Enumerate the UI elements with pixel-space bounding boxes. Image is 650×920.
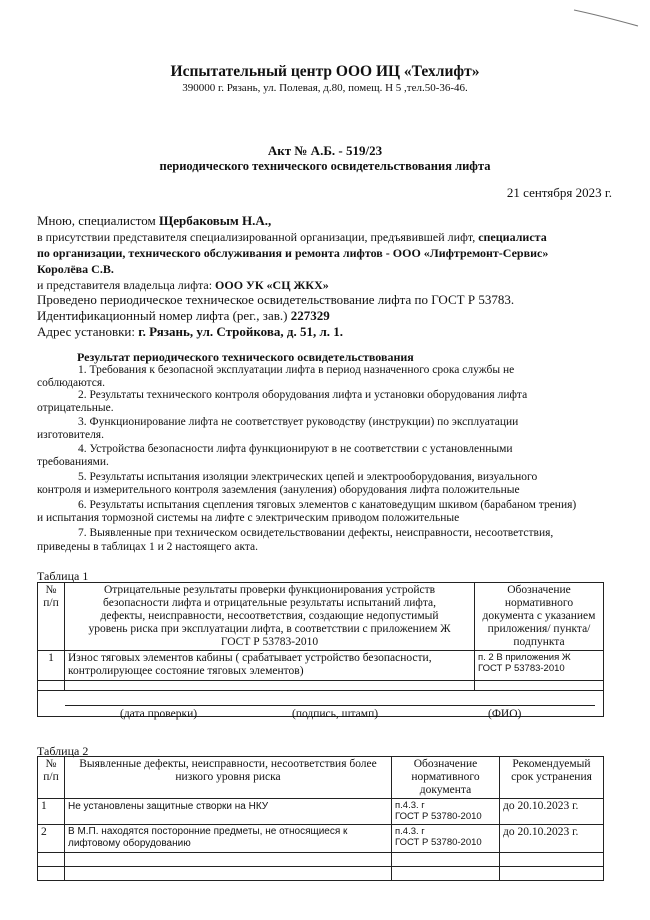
intro-presence: в присутствии представителя специализированной организации, предъявившей лифт, специалиста: [37, 230, 547, 244]
table-row: [38, 799, 604, 825]
table1-header-num: № п/п: [38, 583, 65, 651]
intro-organization: по организации, технического обслуживания и ремонта лифтов - ООО «Лифтремонт-Сервис»: [37, 246, 549, 260]
table2-cell-desc: Не установлены защитные створки на НКУ: [65, 799, 392, 825]
table1-cell-ref: п. 2 В приложения Ж ГОСТ Р 53783-2010: [475, 651, 604, 681]
act-date: 21 сентября 2023 г.: [506, 185, 612, 200]
table2-cell-desc: В М.П. находятся посторонние предметы, не относящиеся к лифтовому оборудованию: [65, 825, 392, 853]
table1-cell-num: 1: [38, 651, 65, 681]
table1-cell-desc: Износ тяговых элементов кабины ( срабатывает устройство безопасности, контролирующее состояние тяговых элементов): [65, 651, 475, 681]
table2-header-row: [38, 757, 604, 799]
table2-header-num: № п/п: [38, 757, 65, 799]
table2-header-desc: Выявленные дефекты, неисправности, несоответствия более низкого уровня риска: [65, 757, 392, 799]
results-heading: Результат периодического технического освидетельствования: [77, 350, 414, 364]
intro-examination: Проведено периодическое техническое освидетельствование лифта по ГОСТ Р 53783.: [37, 292, 515, 307]
table2: [37, 756, 604, 881]
intro-representative: Королёва С.В.: [37, 262, 114, 276]
table2-cell-num: 1: [38, 799, 65, 825]
result-line: требованиями.: [37, 456, 109, 468]
org-address: 390000 г. Рязань, ул. Полевая, д.80, помещ. Н 5 ,тел.50-36-46.: [182, 82, 468, 94]
table-row: [38, 681, 604, 691]
intro-install-address: Адрес установки: г. Рязань, ул. Стройкова, д. 51, л. 1.: [37, 324, 343, 339]
act-title: Акт № А.Б. - 519/23: [267, 143, 383, 158]
result-line: отрицательные.: [37, 402, 114, 414]
table2-caption: Таблица 2: [37, 744, 89, 758]
table1-caption: Таблица 1: [37, 569, 89, 583]
result-line: 6. Результаты испытания сцепления тяговых элементов с канатоведущим шкивом (барабаном трения): [78, 499, 577, 511]
sign-fio-label: (ФИО): [488, 708, 522, 720]
table1-header-ref: Обозначение нормативного документа с указанием приложения/ пункта/ подпункта: [475, 583, 604, 651]
table1-header-row: [38, 583, 604, 651]
result-line: 4. Устройства безопасности лифта функционируют в не соответствии с установленными: [78, 443, 513, 455]
table2-cell-num: 2: [38, 825, 65, 853]
table2-cell-ref: п.4.3. г ГОСТ Р 53780-2010: [392, 799, 500, 825]
table1-header-desc: Отрицательные результаты проверки функционирования устройств безопасности лифта и отрицательные результаты испытаний лифта, дефекты, неисправности, несоответствия, создающие недопустимый уровень риска при эксплуатации лифта, в соответствии с приложением Ж ГОСТ Р 53783-2010: [65, 583, 475, 651]
result-line: изготовителя.: [37, 429, 104, 441]
result-line: и испытания тормозной системы на лифте с электрическим приводом положительные: [37, 512, 460, 524]
act-subtitle: периодического технического освидетельствования лифта: [159, 159, 491, 173]
table-row: [38, 867, 604, 881]
result-line: 2. Результаты технического контроля оборудования лифта и установки оборудования лифта: [78, 389, 528, 401]
result-line: 1. Требования к безопасной эксплуатации лифта в период назначенного срока службы не: [78, 364, 515, 376]
result-line: соблюдаются.: [37, 377, 105, 389]
table-row: [38, 853, 604, 867]
intro-lift-id: Идентификационный номер лифта (рег., зав.) 227329: [37, 308, 330, 323]
table-row: [38, 825, 604, 853]
result-line: 7. Выявленные при техническом освидетельствовании дефекты, неисправности, несоответствия,: [78, 527, 554, 539]
sign-signature-label: (подпись, штамп): [292, 708, 379, 720]
table-row: [38, 651, 604, 681]
result-line: 5. Результаты испытания изоляции электрических цепей и электрооборудования, визуального: [78, 471, 538, 483]
intro-specialist: Мною, специалистом Щербаковым Н.А.,: [37, 213, 272, 228]
table2-cell-term: до 20.10.2023 г.: [500, 799, 604, 825]
table2-header-ref: Обозначение нормативного документа: [392, 757, 500, 799]
table1: [37, 582, 604, 717]
table2-cell-term: до 20.10.2023 г.: [500, 825, 604, 853]
intro-owner: и представителя владельца лифта: ООО УК «СЦ ЖКХ»: [37, 278, 329, 292]
table2-cell-ref: п.4.3. г ГОСТ Р 53780-2010: [392, 825, 500, 853]
page-fold-mark: [572, 6, 642, 30]
signature-line: [65, 705, 595, 706]
result-line: приведены в таблицах 1 и 2 настоящего акта.: [37, 541, 259, 553]
result-line: контроля и измерительного контроля заземления (зануления) оборудования лифта положительные: [37, 484, 520, 496]
result-line: 3. Функционирование лифта не соответствует руководству (инструкции) по эксплуатации: [78, 416, 519, 428]
sign-date-label: (дата проверки): [120, 708, 198, 720]
table2-header-term: Рекомендуемый срок устранения: [500, 757, 604, 799]
org-title: Испытательный центр ООО ИЦ «Техлифт»: [170, 63, 480, 80]
